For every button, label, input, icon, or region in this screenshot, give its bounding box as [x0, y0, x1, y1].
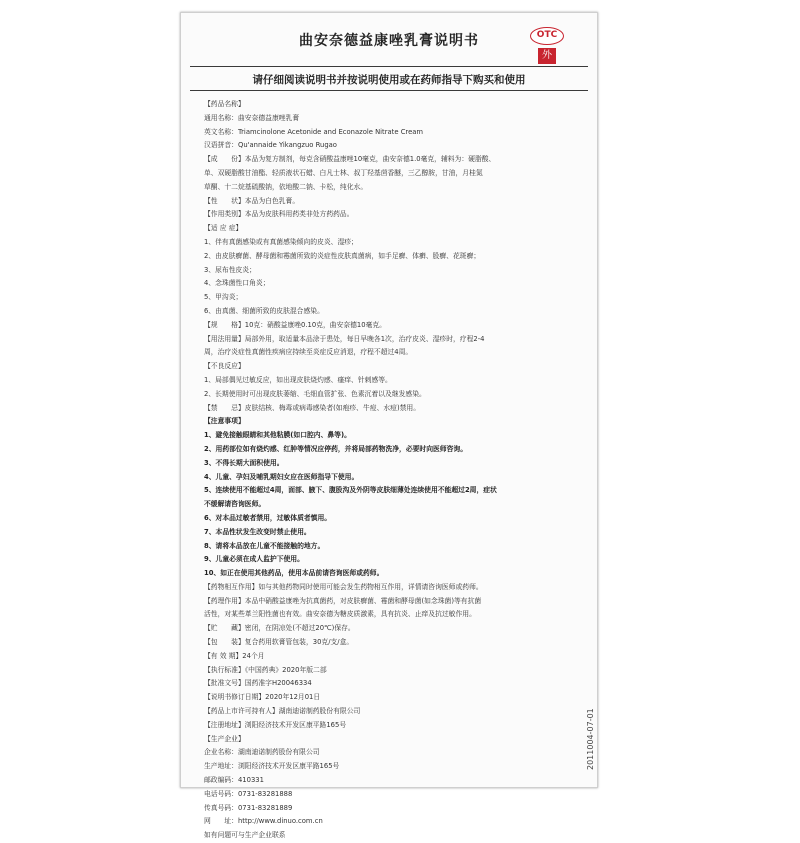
page-title: 曲安奈德益康唑乳膏说明书	[299, 33, 479, 49]
section-line: 【生产企业】	[204, 734, 245, 743]
text-line: 英文名称：Triamcinolone Acetonide and Econazole Nitrate Cream	[204, 127, 424, 136]
text-line: 9、儿童必须在成人监护下使用。	[204, 555, 304, 564]
section-line: 【注意事项】	[204, 417, 245, 426]
section-line: 【贮 藏】密闭，在阴凉处(不超过20℃)保存。	[204, 624, 355, 633]
text-line: 汉语拼音：Qu'annaide Yikangzuo Rugao	[204, 141, 337, 150]
section-line: 【药品上市许可持有人】湖南迪诺制药股份有限公司	[204, 707, 361, 716]
section-line: 【药理作用】本品中硝酸益康唑为抗真菌药，对皮肤癣菌、霉菌和酵母菌(如念珠菌)等有抗菌	[204, 596, 482, 605]
section-line: 【规 格】10克：硝酸益康唑0.10克，曲安奈德10毫克。	[204, 320, 386, 329]
text-line: 6、对本品过敏者禁用，过敏体质者慎用。	[204, 513, 332, 522]
section-line: 【成 份】本品为复方制剂，每克含硝酸益康唑10毫克，曲安奈德1.0毫克，辅料为：硬脂酸、	[204, 155, 496, 164]
text-line: 草酮、十二烷基硫酸钠，依地酸二钠、卡松，纯化水。	[204, 182, 368, 191]
text-line: 4、儿童、孕妇及哺乳期妇女应在医师指导下使用。	[204, 472, 359, 481]
section-line: 【不良反应】	[204, 362, 245, 371]
text-line: 3、不得长期大面积使用。	[204, 458, 284, 467]
text-line: 企业名称：湖南迪诺制药股份有限公司	[204, 748, 320, 757]
section-line: 【性 状】本品为白色乳膏。	[204, 196, 300, 205]
text-line: 网 址：http://www.dinuo.com.cn	[204, 817, 323, 826]
text-line: 邮政编码：410331	[204, 776, 264, 785]
text-line: 电话号码：0731-83281888	[204, 789, 293, 798]
text-line: 单、双硬脂酸甘油酯、轻质液状石蜡、白凡士林、叔丁羟基茴香醚，三乙醇胺，甘油，月桂氮	[204, 168, 483, 177]
section-line: 【执行标准】《中国药典》2020年版二部	[204, 665, 327, 674]
text-line: 周，治疗炎症性真菌性疾病应持续至炎症反应消退，疗程不超过4周。	[204, 348, 413, 357]
text-line: 5、连续使用不能超过4周，面部、腋下、腹股沟及外阴等皮肤细薄处连续使用不能超过2周，症状	[204, 486, 497, 495]
text-line: 生产地址：浏阳经济技术开发区康平路165号	[204, 762, 340, 771]
text-line: 6、由真菌、细菌所致的皮肤混合感染。	[204, 306, 324, 315]
text-line: 10、如正在使用其他药品，使用本品前请咨询医师或药师。	[204, 569, 384, 578]
section-line: 【说明书修订日期】2020年12月01日	[204, 693, 321, 702]
section-line: 【作用类别】本品为皮肤科用药类非处方药药品。	[204, 210, 354, 219]
text-line: 1、避免接触眼睛和其他粘膜(如口腔内、鼻等)。	[204, 431, 351, 440]
text-line: 2、长期使用时可出现皮肤萎缩、毛细血管扩张、色素沉着以及继发感染。	[204, 389, 426, 398]
text-line: 4、念珠菌性口角炎；	[204, 279, 270, 288]
subtitle-divider	[190, 90, 588, 91]
otc-badge	[530, 27, 564, 67]
section-line: 【用法用量】局部外用，取适量本品涂于患处，每日早晚各1次，治疗皮炎、湿疹时，疗程2-4	[204, 334, 485, 343]
section-line: 【药物相互作用】如与其他药物同时使用可能会发生药物相互作用，详情请咨询医师或药师。	[204, 582, 483, 591]
text-line: 如有问题可与生产企业联系	[204, 831, 286, 840]
text-line: 5、甲沟炎；	[204, 293, 243, 302]
text-line: 通用名称：曲安奈德益康唑乳膏	[204, 113, 300, 122]
section-line: 【包 装】复合药用软膏管包装，30克/支/盒。	[204, 638, 354, 647]
page-subtitle: 请仔细阅读说明书并按说明使用或在药师指导下购买和使用	[252, 74, 526, 86]
otc-label: OTC	[530, 27, 564, 45]
section-line: 【禁 忌】皮肤结核、梅毒或病毒感染者(如疱疹、牛痘、水痘)禁用。	[204, 403, 421, 412]
text-line: 2、由皮肤癣菌、酵母菌和霉菌所致的炎症性皮肤真菌病，如手足癣、体癣、股癣、花斑癣；	[204, 251, 481, 260]
text-line: 不缓解请咨询医师。	[204, 500, 266, 509]
section-line: 【批准文号】国药准字H20046334	[204, 679, 312, 688]
text-line: 活性，对某些革兰阳性菌也有效。曲安奈德为糖皮质激素，具有抗炎、止痒及抗过敏作用。	[204, 610, 476, 619]
section-line: 【有 效 期】24个月	[204, 651, 265, 660]
otc-category-label: 外	[538, 48, 556, 64]
text-line: 3、尿布性皮炎；	[204, 265, 256, 274]
text-line: 传真号码：0731-83281889	[204, 803, 293, 812]
title-divider	[190, 66, 588, 67]
text-line: 1、伴有真菌感染或有真菌感染倾向的皮炎、湿疹；	[204, 237, 358, 246]
leaflet-body	[204, 98, 584, 843]
section-line: 【适 应 症】	[204, 224, 243, 233]
section-line: 【药品名称】	[204, 100, 245, 108]
batch-code: 2011004-07-01	[586, 708, 595, 770]
section-line: 【注册地址】浏阳经济技术开发区康平路165号	[204, 720, 347, 729]
text-line: 7、本品性状发生改变时禁止使用。	[204, 527, 311, 536]
text-line: 8、请将本品放在儿童不能接触的地方。	[204, 541, 325, 550]
text-line: 1、局部偶见过敏反应，如出现皮肤烧灼感、瘙痒、针刺感等。	[204, 375, 392, 384]
text-line: 2、用药部位如有烧灼感、红肿等情况应停药，并将局部药物洗净，必要时向医师咨询。	[204, 444, 468, 453]
